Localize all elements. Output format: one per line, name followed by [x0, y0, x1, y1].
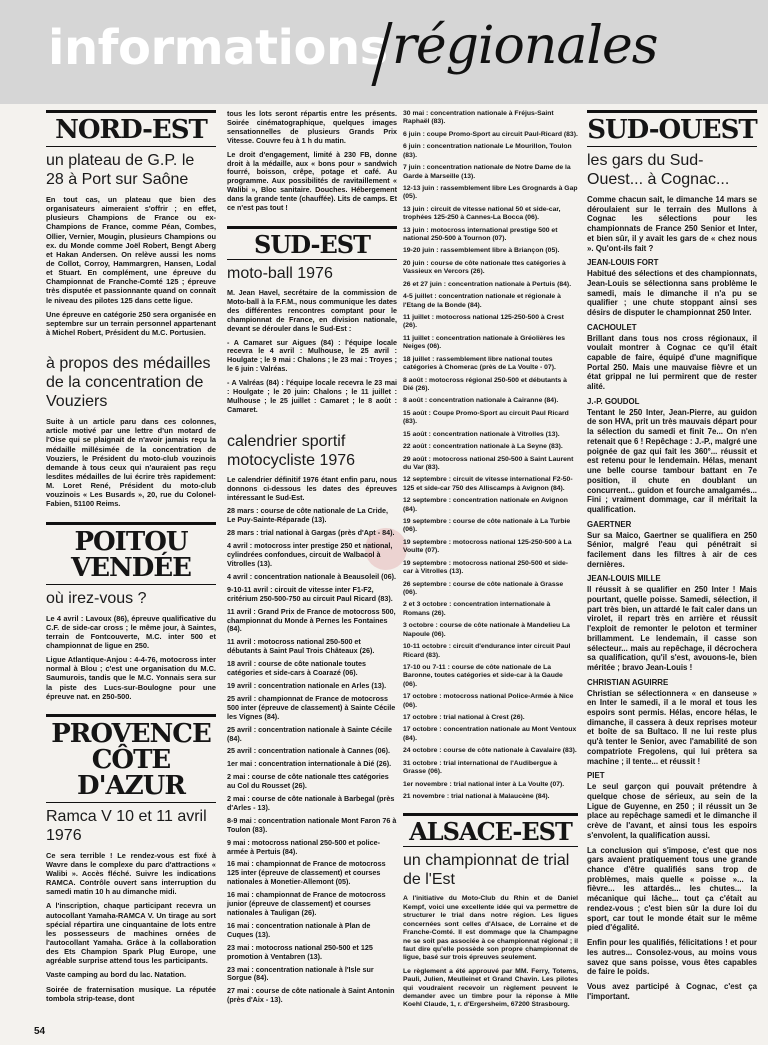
calendar-entry: 19 avril : concentration nationale en Arles (13). — [227, 680, 387, 690]
article-paragraph: Le règlement a été approuvé par MM. Ferry, Totems, Pauli, Julien, Meulleinet et Grand Chavin. Les pilotes qui voudraient recevoir un règlement peuvent le demander avec un timbre pour la réponse à Mlle Koehl Claude, 1, r. d'Ergersheim, 67200 Strasbourg. — [403, 967, 578, 1009]
region-heading-poitou-vendee: POITOU VENDÉE — [46, 522, 216, 585]
article-paragraph: Comme chacun sait, le dimanche 14 mars se déroulaient sur le terrain des Mullons à Cognac les sélections pour les championnats de France 250 Senior et Inter, et bien sûr, il y avait les gars de « chez nous ». Qu'ont-ils fait ? — [587, 195, 757, 253]
calendar-entry: 19 septembre : motocross national 125-250-500 à La Voulte (07). — [403, 538, 572, 555]
calendar-entry: 3 octobre : course de côte nationale à Mandelieu La Napoule (06). — [403, 622, 570, 638]
calendar-entry: 4 avril : concentration nationale à Beausoleil (06). — [227, 571, 396, 581]
calendar-entry: 12 septembre : concentration nationale en Avignon (84). — [403, 497, 568, 513]
calendar-entry: 12-13 juin : rassemblement libre Les Grognards à Gap (05). — [403, 184, 578, 201]
calendar-entry: 13 juin : motocross international prestige 500 et national 250-500 à Tournon (07). — [403, 226, 558, 243]
calendar-entry: 16 mai : championnat de France de motocross junior (épreuve de classement) et courses nationales à Tauligan (26). — [227, 890, 386, 917]
column-1 — [46, 110, 216, 1008]
region-heading-sud-ouest: SUD-OUEST — [587, 110, 757, 147]
rider-name: J.-P. GOUDOL — [587, 396, 640, 406]
article-subtitle: Ramca V 10 et 11 avril 1976 — [46, 807, 207, 844]
article-paragraph: M. Jean Havel, secrétaire de la commission de Moto-ball à la F.F.M., nous communique les dates des différentes rencontres comptant pour le championnat de France, en division nationale, devant se dérouler dans le Sud-Est : — [227, 287, 397, 333]
calendar-entry: 8 août : motocross régional 250-500 et débutants à Dié (26). — [403, 376, 567, 392]
calendar-entry: 28 mars : trial national à Gargas (près d'Apt - 84). — [227, 528, 395, 538]
article-paragraph: Christian se sélectionnera « en danseuse » en Inter le samedi, il a le moral et tous les espoirs sont permis. Hélas, encore hélas, le dimanche, il cassera à deux reprises moteur et boîte de sa Bultaco. Il ne lui reste plus qu'à tenter le Senior, avec l'amabilité de son compatriote Fregolens, qui lui prêtera sa machine ; il tente... et réussit ! — [587, 688, 757, 766]
calendar-entry: 18 avril : course de côte nationale toutes catégories et side-cars à Coarazé (06). — [227, 659, 367, 678]
calendar-entry: 9-10-11 avril : circuit de vitesse inter F1-F2, critérium 250-500-750 au circuit Paul Ricard (83). — [227, 584, 393, 603]
calendar-entry: 29 août : motocross national 250-500 à Saint Laurent du Var (83). — [403, 455, 574, 471]
article-paragraph: Soirée de fraternisation musique. La réputée tombola strip-tease, dont — [46, 984, 216, 1003]
column-3 — [403, 110, 578, 1015]
calendar-entry: 17 octobre : concentration nationale au Mont Ventoux (84). — [403, 726, 577, 742]
article-paragraph: En tout cas, un plateau que bien des organisateurs aimeraient s'offrir ; en effet, plusieurs Champions de France ou ex-Champions de France, comme Péan, Combes, Ollier, Vernier, Mougin, plusieurs Champions ou ex. du Monde comme Joël Robert, Bengt Aberg et Hakan Andersen. On relève aussi les noms de Collot, Corroy, Hammargren, Hansen, Lodal et Stuart. En complément, une épreuve du Championnat de Franche-Comté 125 ; épreuve très disputée et passionnante quand on connaît le niveau des pilotes 125 dans cette ligue. — [46, 195, 216, 305]
article-paragraph: - A Valréas (84) : l'équipe locale recevra le 23 mai : Houlgate ; le 20 juin: Chalons ; le 11 juillet : Mulhouse ; le 25 juillet : Camaret ; le 8 août : Camaret. — [227, 378, 397, 414]
article-paragraph: Ligue Atlantique-Anjou : 4-4-76, motocross inter normal à Blou ; c'est une organisation du M.C. Saumurois, tandis que le M.C. Yonnais sera sur la piste des Lucs-sur-Boulogne pour une épreuve nat. en 250-500. — [46, 655, 216, 701]
calendar-entry: 23 mai : motocross national 250-500 et 125 promotion à Ventabren (13). — [227, 942, 373, 961]
article-paragraph: Le calendrier définitif 1976 étant enfin paru, nous donnons ci-dessous les dates des épreuves intéressant le Sud-Est. — [227, 474, 397, 502]
calendar-entry: 11 juillet : motocross national 125-250-500 à Crest (26). — [403, 314, 564, 330]
article-paragraph: Sur sa Maico, Gaertner se qualifiera en 250 Sénior, malgré l'eau qui pénétrait si facilement dans les filtres à air de ces dernières. — [587, 530, 757, 569]
article-subtitle: les gars du Sud-Ouest... à Cognac... — [587, 152, 730, 188]
calendar-entry: 25 avril : concentration nationale à Cannes (06). — [227, 746, 390, 756]
article-paragraph: - A Camaret sur Aigues (84) : l'équipe locale recevra le 4 avril : Mulhouse, le 25 avril : Houlgate ; le 9 mai : Chalons ; le 23 mai : Troyes ; le 6 juin : Valréas. — [227, 337, 397, 374]
calendar-entry: 17 octobre : motocross national Police-Armée à Nice (06). — [403, 693, 574, 709]
calendar-entry: 26 et 27 juin : concentration nationale à Pertuis (84). — [403, 280, 572, 288]
masthead — [0, 0, 768, 104]
article-paragraph: Une épreuve en catégorie 250 sera organisée en septembre sur un terrain personnel appartenant à Michel Robert, Président du M.C. Portusien. — [46, 309, 216, 337]
article-paragraph: Le seul garçon qui pouvait prétendre à quelque chose de sérieux, au sein de la Ligue de Guyenne, en 250 ; il réussit un 3e place au repêchage samedi et le dimanche il crève de l'avant, et ainsi tous les espoirs s'envolent, la qualification aussi. — [587, 782, 757, 840]
article-subtitle: à propos des médailles de la concentration de Vouziers — [46, 355, 211, 411]
article-subtitle: calendrier sportif motocycliste 1976 — [227, 432, 356, 469]
calendar-entry: 1er mai : concentration internationale à Dié (26). — [227, 759, 392, 769]
article-paragraph: Vaste camping au bord du lac. Natation. — [46, 970, 187, 980]
article-paragraph: Enfin pour les qualifiés, félicitations ! et pour les autres... Consolez-vous, au moins vous savez que sans poisse, vous êtes capables de faire le poids. — [587, 938, 757, 977]
calendar-entry: 15 août : concentration nationale à Vitrolles (13). — [403, 430, 560, 438]
masthead-regionales: régionales — [392, 16, 658, 76]
article-paragraph: Vous avez participé à Cognac, c'est ça l'important. — [587, 982, 757, 1001]
rider-name: JEAN-LOUIS MILLE — [587, 574, 661, 584]
article-paragraph: Le 4 avril : Lavoux (86), épreuve qualificative du C.F. de side-car cross ; le même jour, à Saintes, terrain de Fontcouverte, M.C. inter 500 et championnat de ligue en 250. — [46, 613, 216, 650]
calendar-entry: 6 juin : concentration nationale Le Mourillon, Toulon (83). — [403, 143, 572, 159]
calendar-entry: 23 mai : concentration nationale à l'Isle sur Sorgue (84). — [227, 964, 374, 983]
rider-name: JEAN-LOUIS FORT — [587, 258, 659, 268]
calendar-entry: 25 avril : championnat de France de motocross 500 inter (épreuve de classement) à Sainte Cécile les Vignes (84). — [227, 693, 396, 721]
article-paragraph: La conclusion qui s'impose, c'est que nos gars avaient pratiquement tous une grande chance d'être qualifiés sans trop de problèmes, mais quelle « poisse »... la fièvre... les attardés... les chutes... la mécanique qui lâche... tout ça c'était au rendez-vous ; c'est bien sûr la dure loi du sport, car tout le monde était sur le même pied d'égalité. — [587, 845, 757, 933]
rider-name: CHRISTIAN AGUIRRE — [587, 677, 669, 687]
calendar-entry: 8-9 mai : concentration nationale Mont Faron 76 à Toulon (83). — [227, 815, 397, 834]
calendar-entry: 16 mai : concentration nationale à Plan de Cuques (13). — [227, 920, 371, 939]
calendar-entry: 4-5 juillet : concentration nationale et régionale à l'Etang de la Bonde (84). — [403, 293, 561, 309]
calendar-entry: 26 septembre : course de côte nationale à Grasse (06). — [403, 580, 564, 596]
article-paragraph: Brillant dans tous nos cross régionaux, il voulait montrer à Cognac ce qu'il était capable de faire, équipé d'une magnifique Portal 250. Mais une mauvaise fièvre et un état grippal ne lui permirent que de rester alité. — [587, 333, 757, 392]
calendar-entry: 18 juillet : rassemblement libre national toutes catégories à Chomerac (près de La Voulte - 07). — [403, 355, 556, 372]
calendar-list — [227, 507, 397, 1005]
calendar-entry: 17 octobre : trial national à Crest (26). — [403, 714, 525, 722]
region-heading-sud-est: SUD-EST — [227, 226, 397, 260]
article-paragraph: Ce sera terrible ! Le rendez-vous est fixé à Wavre dans le complexe du parc d'attractions « Walibi ». Accès fléché. Suivre les indications RAMCA. Contrôle ouvert sans interruption du samedi matin 10 h au dimanche midi. — [46, 850, 216, 897]
calendar-entry: 10-11 octobre : circuit d'endurance inter circuit Paul Ricard (83). — [403, 643, 571, 659]
calendar-entry: 31 octobre : trial international de l'Audibergue à Grasse (06). — [403, 759, 558, 776]
rider-name: CACHOULET — [587, 322, 637, 332]
calendar-entry: 28 mars : course de côte nationale de La Cride, Le Puy-Sainte-Réparade (13). — [227, 506, 388, 525]
article-paragraph: Le droit d'engagement, limité à 230 FB, donne droit à la médaille, aux « bons pour » sandwich fourré, boisson, crêpe, potage et café. Au programme. Aux possibilités de ravitaillement « Walibi », Bloc sanitaire. Douches. Hébergement dans la grande tente (chauffée). Lits de camps. Et ce n'est pas tout ! — [227, 149, 397, 213]
calendar-entry: 19-20 juin : rassemblement libre à Briançon (05). — [403, 247, 560, 255]
rider-name: GAERTNER — [587, 519, 632, 529]
calendar-entry: 30 mai : concentration nationale à Fréjus-Saint Raphaël (83). — [403, 110, 554, 126]
calendar-entry: 4 avril : motocross inter prestige 250 et national, cylindrées confondues, circuit de Walbacol à Vitrolles (13). — [227, 541, 393, 568]
article-paragraph: A l'inscription, chaque participant recevra un autocollant Yamaha-RAMCA V. Un tirage au sort spécial répartira une cinquantaine de lots entre les possesseurs de machines ornées de l'autocollant Yamaha. Grâce à la collaboration des Ets Champion Spark Plug Europe, une agréable surprise attend tous les participants. — [46, 901, 216, 966]
calendar-entry: 22 août : concentration nationale à La Seyne (83). — [403, 443, 563, 451]
column-2 — [227, 110, 397, 1009]
article-paragraph: A l'initiative du Moto-Club du Rhin et de Daniel Kempf, voici une excellente idée qui va permettre de structurer le trial dans notre région. Les ligues concernées sont celles d'Alsace, de Lorraine et de Franche-Comté. Il est dommage que la Champagne ne se soit pas associée à ce championnat régional ; il faut dire qu'elle possède son propre championnat de ligue, basé sur trois épreuves seulement. — [403, 895, 578, 962]
calendar-entry: 15 août : Coupe Promo-Sport au circuit Paul Ricard (83). — [403, 409, 569, 426]
article-paragraph: Il réussit à se qualifier en 250 Inter ! Mais pourtant, quelle poisse. Samedi, sélection, il part très bien, un attardé le fait caler dans un virolet, il repart très en arrière et réussit l'exploit de remonter le peloton et terminer brillamment. Le lendemain, il casse son sélecteur... mais au repêchage, il décrochera sa qualification, qu'il s'est, avouons-le, bien méritée ; bravo Jean-Louis ! — [587, 585, 757, 673]
masthead-informations: informations — [48, 20, 388, 76]
calendar-entry: 13 juin : circuit de vitesse national 50 et side-car, trophées 125-250 à Cannes-La Bocca (06). — [403, 205, 561, 222]
calendar-entry: 19 septembre : motocross national 250-500 et side-car à Vitrolles (13). — [403, 559, 569, 576]
calendar-entry: 16 mai : championnat de France de motocross 125 inter (épreuve de classement) et courses nationales à Monetier-Allemont (05). — [227, 859, 386, 887]
calendar-entry: 11 juillet : concentration nationale à Gréolières les Neiges (06). — [403, 334, 566, 351]
calendar-entry: 27 mai : course de côte nationale à Saint Antonin (près d'Aix - 13). — [227, 986, 395, 1005]
calendar-entry: 1er novembre : trial national inter à La Voulte (07). — [403, 780, 565, 788]
article-subtitle: moto-ball 1976 — [227, 264, 333, 282]
calendar-entry: 8 août : concentration nationale à Cairanne (84). — [403, 397, 559, 405]
rider-name: PIET — [587, 771, 605, 781]
article-subtitle: un plateau de G.P. le 28 à Port sur Saône — [46, 152, 195, 188]
calendar-entry: 20 juin : course de côte nationale ttes catégories à Vassieux en Vercors (26). — [403, 259, 566, 276]
page-number: 54 — [34, 1026, 46, 1037]
calendar-list — [403, 110, 578, 801]
region-heading-provence-cote-dazur: PROVENCE CÔTE D'AZUR — [46, 714, 216, 803]
calendar-entry: 2 et 3 octobre : concentration internationale à Romans (26). — [403, 601, 551, 617]
article-paragraph: tous les lots seront répartis entre les présents. Soirée cinématographique, quelques images sensationnelles de plusieurs Grands Prix Vitesse. Couvre feu à 1 h du matin. — [227, 109, 397, 145]
calendar-entry: 17-10 ou 7-11 : course de côte nationale de La Baronne, toutes catégories et side-car à la Gaude (06). — [403, 663, 563, 688]
calendar-entry: 11 avril : motocross national 250-500 et débutants à Saint Paul Trois Châteaux (26). — [227, 637, 375, 656]
calendar-entry: 2 mai : course de côte nationale ttes catégories au Col du Rousset (26). — [227, 772, 389, 791]
region-heading-alsace-est: ALSACE-EST — [403, 813, 578, 847]
calendar-entry: 12 septembre : circuit de vitesse international F2-50-125 et side-car 750 des Alliscamps à Avignon (84). — [403, 476, 573, 492]
region-heading-nord-est: NORD-EST — [46, 110, 216, 147]
article-subtitle: où irez-vous ? — [46, 589, 147, 607]
calendar-entry: 6 juin : coupe Promo-Sport au circuit Paul-Ricard (83). — [403, 130, 578, 138]
article-paragraph: Suite à un article paru dans ces colonnes, article motivé par une lettre d'un motard de l'Oise qui se plaignait de n'avoir jamais reçu la médaille millésimée de la concentration de Vouziers, le Président du moto-club vouzinois demande à tous ceux qui n'auraient pas reçu lesdites médailles de lui écrire très rapidement: M. Loret René, Président du moto-club vouzinois « Les Busards », 20, rue du Colonel-Fabien, 51100 Reims. — [46, 417, 216, 509]
calendar-entry: 25 avril : concentration nationale à Sainte Cécile (84). — [227, 724, 392, 743]
calendar-entry: 7 juin : concentration nationale de Notre Dame de la Garde à Marseille (13). — [403, 164, 571, 180]
calendar-entry: 2 mai : course de côte nationale à Barbegal (près d'Arles - 13). — [227, 794, 395, 812]
calendar-entry: 9 mai : motocross national 250-500 et police-armée à Pertuis (84). — [227, 837, 380, 856]
article-paragraph: Tentant le 250 Inter, Jean-Pierre, au guidon de son HVA, prit un très mauvais départ pour la sélection du samedi et finit 7e... On n'en retenait que 6 ! Repêchage : J.-P., malgré une poignée de gaz qui fait les 360°... réussit et est retenu pour le lendemain. Hélas, menant une belle course tambour battant en 7e position, il chute en doublant un concurrent... guidon et fourche amalgamés... Fini ; vraiment dommage, car il méritait la qualification. — [587, 407, 757, 515]
article-subtitle: un championnat de trial de l'Est — [403, 852, 570, 889]
calendar-entry: 24 octobre : course de côte nationale à Cavalaire (83). — [403, 747, 577, 755]
calendar-entry: 11 avril : Grand Prix de France de motocross 500, championnat du Monde à Pernes les Fontaines (84). — [227, 606, 396, 634]
calendar-entry: 21 novembre : trial national à Malaucène (84). — [403, 793, 550, 800]
column-4 — [587, 110, 757, 1007]
article-paragraph: Habitué des sélections et des championnats, Jean-Louis se sélectionna sans problème le samedi, mais le dimanche il n'a pu se qualifier ; une chute stoppant ainsi ses désirs de disputer le championnat 250 Inter. — [587, 269, 757, 318]
calendar-entry: 19 septembre : course de côte nationale à La Turbie (06). — [403, 518, 571, 534]
